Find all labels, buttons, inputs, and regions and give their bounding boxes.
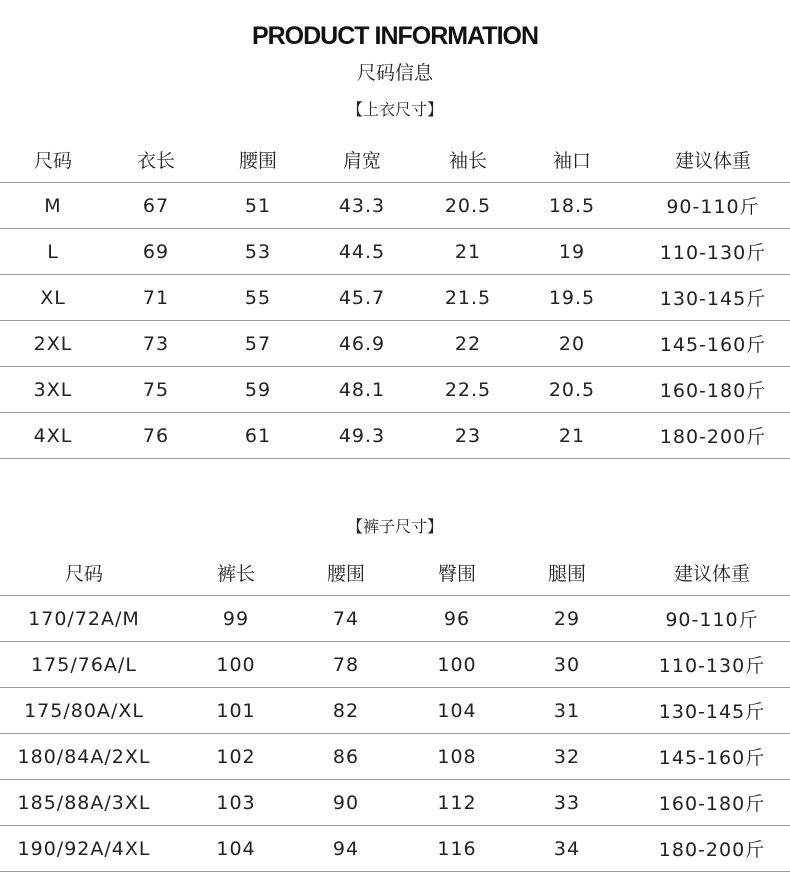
table-cell: 71: [142, 286, 170, 309]
table-cell: 102: [216, 745, 256, 768]
table-cell: 74: [332, 607, 360, 630]
table-cell: 82: [332, 699, 360, 722]
table-cell: 145-160斤: [659, 334, 767, 356]
table-cell: 180-200斤: [658, 839, 766, 861]
column-header: 裤长: [216, 562, 255, 585]
tops-section-label: 【上衣尺寸】: [346, 100, 443, 119]
table-cell: 99: [222, 607, 250, 630]
table-cell: 61: [244, 424, 272, 447]
table-row: [0, 229, 790, 275]
table-cell: 32: [553, 745, 581, 768]
table-row: [0, 275, 790, 321]
tops-table-header: [0, 136, 790, 183]
table-row: [0, 596, 790, 642]
table-row: [0, 183, 790, 229]
table-cell: 160-180斤: [659, 380, 767, 402]
table-cell: 46.9: [338, 332, 386, 355]
table-cell: 180-200斤: [659, 426, 767, 448]
table-cell: 185/88A/3XL: [17, 791, 151, 814]
table-cell: 19: [558, 240, 586, 263]
table-cell: 57: [244, 332, 272, 355]
table-cell: 45.7: [338, 286, 386, 309]
column-header: 腰围: [238, 149, 277, 172]
table-cell: 90: [332, 791, 360, 814]
column-header: 建议体重: [673, 562, 750, 585]
table-cell: 104: [437, 699, 477, 722]
table-cell: 90-110斤: [665, 609, 759, 631]
column-header: 尺码: [33, 149, 72, 172]
table-cell: XL: [40, 286, 66, 309]
table-cell: 59: [244, 378, 272, 401]
table-cell: 100: [216, 653, 256, 676]
table-row: [0, 688, 790, 734]
table-cell: 48.1: [338, 378, 386, 401]
table-cell: 18.5: [548, 194, 596, 217]
table-cell: 49.3: [338, 424, 386, 447]
table-cell: 53: [244, 240, 272, 263]
table-cell: 22: [454, 332, 482, 355]
page-subtitle: 尺码信息: [356, 62, 433, 84]
table-cell: 20: [558, 332, 586, 355]
table-cell: 21.5: [444, 286, 492, 309]
table-cell: 96: [443, 607, 471, 630]
column-header: 腿围: [547, 562, 586, 585]
table-cell: 20.5: [548, 378, 596, 401]
table-row: [0, 826, 790, 872]
table-row: [0, 642, 790, 688]
table-cell: 51: [244, 194, 272, 217]
table-cell: 94: [332, 837, 360, 860]
table-cell: 110-130斤: [658, 655, 766, 677]
table-cell: 69: [142, 240, 170, 263]
table-cell: 110-130斤: [659, 242, 767, 264]
table-cell: 90-110斤: [666, 196, 760, 218]
table-cell: 78: [332, 653, 360, 676]
table-cell: 130-145斤: [659, 288, 767, 310]
column-header: 袖口: [552, 149, 591, 172]
table-cell: L: [47, 240, 59, 263]
table-row: [0, 367, 790, 413]
pants-table-header: [0, 549, 790, 596]
table-cell: 55: [244, 286, 272, 309]
table-cell: 23: [454, 424, 482, 447]
table-cell: 175/76A/L: [31, 653, 137, 676]
column-header: 建议体重: [674, 149, 751, 172]
table-cell: 30: [553, 653, 581, 676]
table-cell: 101: [216, 699, 256, 722]
table-cell: 116: [437, 837, 477, 860]
column-header: 衣长: [136, 149, 175, 172]
table-row: [0, 780, 790, 826]
table-cell: 67: [142, 194, 170, 217]
table-cell: 86: [332, 745, 360, 768]
table-cell: 130-145斤: [658, 701, 766, 723]
table-cell: 108: [437, 745, 477, 768]
tops-size-table: [0, 136, 790, 459]
column-header: 尺码: [64, 562, 103, 585]
table-cell: 75: [142, 378, 170, 401]
table-cell: M: [44, 194, 62, 217]
table-cell: 104: [216, 837, 256, 860]
table-cell: 112: [437, 791, 477, 814]
column-header: 臀围: [437, 562, 476, 585]
table-cell: 73: [142, 332, 170, 355]
table-cell: 175/80A/XL: [24, 699, 144, 722]
pants-size-table: [0, 549, 790, 872]
table-cell: 180/84A/2XL: [17, 745, 151, 768]
table-cell: 22.5: [444, 378, 492, 401]
pants-section-label: 【裤子尺寸】: [346, 517, 443, 536]
table-cell: 103: [216, 791, 256, 814]
table-cell: 19.5: [548, 286, 596, 309]
table-cell: 29: [553, 607, 581, 630]
column-header: 腰围: [326, 562, 365, 585]
column-header: 袖长: [448, 149, 487, 172]
table-cell: 190/92A/4XL: [17, 837, 151, 860]
table-cell: 2XL: [33, 332, 73, 355]
table-cell: 44.5: [338, 240, 386, 263]
table-cell: 33: [553, 791, 581, 814]
page-title: PRODUCT INFORMATION: [251, 22, 539, 50]
table-cell: 4XL: [33, 424, 73, 447]
table-cell: 31: [553, 699, 581, 722]
table-cell: 34: [553, 837, 581, 860]
table-cell: 20.5: [444, 194, 492, 217]
table-row: [0, 734, 790, 780]
column-header: 肩宽: [342, 149, 381, 172]
table-cell: 145-160斤: [658, 747, 766, 769]
table-cell: 100: [437, 653, 477, 676]
table-cell: 43.3: [338, 194, 386, 217]
table-cell: 21: [558, 424, 586, 447]
table-row: [0, 413, 790, 459]
table-cell: 3XL: [33, 378, 73, 401]
table-cell: 21: [454, 240, 482, 263]
table-cell: 76: [142, 424, 170, 447]
table-row: [0, 321, 790, 367]
table-cell: 160-180斤: [658, 793, 766, 815]
table-cell: 170/72A/M: [28, 607, 140, 630]
